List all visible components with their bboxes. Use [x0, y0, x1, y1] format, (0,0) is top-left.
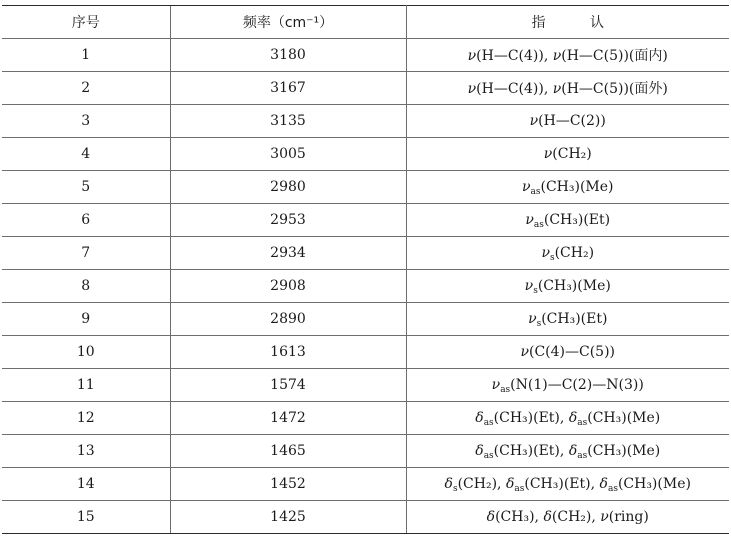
table-row — [2, 501, 729, 534]
cell-assignment: ν(H—C(2)) — [406, 105, 729, 138]
cell-index: 12 — [2, 402, 170, 435]
cell-index: 6 — [2, 204, 170, 237]
header-assignment-label: 指 认 — [531, 15, 624, 31]
table-row — [2, 336, 729, 369]
table-row — [2, 39, 729, 72]
cell-assignment: ν(H—C(4)), ν(H—C(5))(面外) — [406, 72, 729, 105]
cell-frequency: 2908 — [170, 270, 406, 303]
cell-frequency: 1472 — [170, 402, 406, 435]
cell-frequency: 1613 — [170, 336, 406, 369]
cell-index: 5 — [2, 171, 170, 204]
cell-frequency: 1465 — [170, 435, 406, 468]
cell-assignment: $\nu_s(CH_2)$ — [406, 237, 729, 270]
cell-frequency: 1574 — [170, 369, 406, 402]
table-row — [2, 204, 729, 237]
cell-assignment: ν(C(4)—C(5)) — [406, 336, 729, 369]
cell-index: 11 — [2, 369, 170, 402]
table-row — [2, 270, 729, 303]
table-row — [2, 435, 729, 468]
cell-index: 7 — [2, 237, 170, 270]
cell-frequency: 1452 — [170, 468, 406, 501]
cell-assignment: $\nu_{as}(N(1)—C(2)—N(3))$ — [406, 369, 729, 402]
cell-index: 8 — [2, 270, 170, 303]
cell-frequency: 2934 — [170, 237, 406, 270]
table-row — [2, 369, 729, 402]
cell-frequency: 3135 — [170, 105, 406, 138]
table-row — [2, 303, 729, 336]
cell-assignment: $\delta_s(CH_2)$, $\delta_{as}(CH_3)(Et)$, $\delta_{as}(CH_3)(Me)$ — [406, 468, 729, 501]
cell-assignment: $\nu_s(CH_3)(Me)$ — [406, 270, 729, 303]
cell-assignment: $\nu_{as}(CH_3)(Et)$ — [406, 204, 729, 237]
cell-frequency: 3180 — [170, 39, 406, 72]
table-header — [2, 6, 729, 39]
table-row — [2, 402, 729, 435]
cell-frequency: 2890 — [170, 303, 406, 336]
cell-index: 4 — [2, 138, 170, 171]
table-row — [2, 468, 729, 501]
cell-assignment: ν(CH₂) — [406, 138, 729, 171]
cell-frequency: 1425 — [170, 501, 406, 534]
table-body — [2, 39, 729, 534]
cell-frequency: 3167 — [170, 72, 406, 105]
cell-index: 3 — [2, 105, 170, 138]
cell-frequency: 3005 — [170, 138, 406, 171]
header-frequency: 频率（cm⁻¹） — [170, 6, 406, 39]
cell-assignment: δ(CH₃), δ(CH₂), ν(ring) — [406, 501, 729, 534]
table-row — [2, 72, 729, 105]
cell-assignment: $\delta_{as}(CH_3)(Et)$, $\delta_{as}(CH_3)(Me)$ — [406, 435, 729, 468]
header-assignment — [406, 6, 729, 39]
cell-assignment: $\nu_{as}(CH_3)(Me)$ — [406, 171, 729, 204]
table-row — [2, 237, 729, 270]
cell-index: 15 — [2, 501, 170, 534]
cell-index: 10 — [2, 336, 170, 369]
cell-index: 9 — [2, 303, 170, 336]
header-row — [2, 6, 729, 39]
assignment-table — [2, 5, 729, 534]
cell-assignment: $\nu_s(CH_3)(Et)$ — [406, 303, 729, 336]
table-row — [2, 105, 729, 138]
cell-index: 13 — [2, 435, 170, 468]
cell-index: 1 — [2, 39, 170, 72]
header-index: 序号 — [2, 6, 170, 39]
cell-index: 2 — [2, 72, 170, 105]
cell-frequency: 2980 — [170, 171, 406, 204]
cell-frequency: 2953 — [170, 204, 406, 237]
cell-assignment: ν(H—C(4)), ν(H—C(5))(面内) — [406, 39, 729, 72]
cell-index: 14 — [2, 468, 170, 501]
table-row — [2, 138, 729, 171]
cell-assignment: $\delta_{as}(CH_3)(Et)$, $\delta_{as}(CH_3)(Me)$ — [406, 402, 729, 435]
table-row — [2, 171, 729, 204]
